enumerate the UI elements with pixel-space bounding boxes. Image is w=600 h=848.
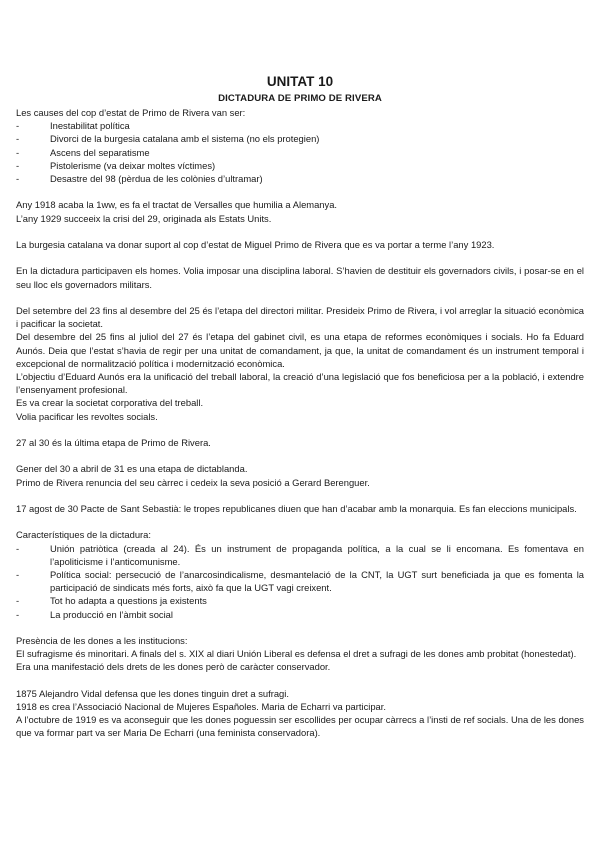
paragraph: 17 agost de 30 Pacte de Sant Sebastià: le tropes republicanes diuen que han d’acabar amb la monarquia. Es fan eleccions municipals. — [16, 502, 577, 514]
paragraph: Any 1918 acaba la 1ww, es fa el tractat de Versalles que humilia a Alemanya. — [16, 199, 338, 211]
paragraph: L’objectiu d’Eduard Aunós era la unificació del treball laboral, la creació d’una legislació que fos beneficiosa per a la població, i extendre l’ensenyament profesional. — [16, 371, 584, 396]
characteristics-intro: Característiques de la dictadura: — [16, 529, 151, 541]
paragraph: 1918 es crea l’Associació Nacional de Mujeres Españoles. Maria de Echarri va participar. — [16, 700, 386, 712]
document-body — [16, 106, 584, 740]
paragraph: Era una manifestació dels drets de les dones però de caràcter conservador. — [16, 661, 331, 673]
document-subtitle: DICTADURA DE PRIMO DE RIVERA — [218, 93, 382, 104]
characteristic-item: - Tot ho adapta a questions ja existents — [16, 594, 584, 607]
paragraph: Gener del 30 a abril de 31 es una etapa de dictablanda. — [16, 463, 248, 475]
paragraph: Volia pacificar les revoltes socials. — [16, 410, 158, 422]
paragraph: Del setembre del 23 fins al desembre del 25 és l’etapa del directori militar. Presideix Primo de Rivera, i vol arreglar la situació econòmica i pacificar la societat. — [16, 304, 584, 330]
paragraph: Primo de Rivera renuncia del seu càrrec i cedeix la seva posició a Gerard Berenguer. — [16, 476, 370, 488]
cause-item: - Divorci de la burgesia catalana amb el sistema (no els protegien) — [16, 132, 584, 145]
section-heading: Presència de les dones a les institucions: — [16, 634, 188, 646]
paragraph: El sufragisme és minoritari. A finals del s. XIX al diari Unión Liberal es defensa el dret a sufragi de les dones amb probitat (honestedat). — [16, 648, 577, 660]
document-title: UNITAT 10 — [266, 74, 334, 89]
causes-intro: Les causes del cop d’estat de Primo de Rivera van ser: — [16, 107, 246, 118]
causes-list — [16, 119, 584, 185]
paragraph: En la dictadura participaven els homes. Volia imposar una disciplina laboral. S’havien de destituir els governadors civils, i posar-se en el seu lloc els governadors militars. — [16, 265, 584, 290]
cause-item: - Inestabilitat política — [16, 119, 584, 132]
paragraph: 27 al 30 és la última etapa de Primo de Rivera. — [16, 437, 211, 448]
paragraph: 1875 Alejandro Vidal defensa que les dones tinguin dret a sufragi. — [16, 687, 289, 699]
cause-item: - Desastre del 98 (pèrdua de les colònies d’ultramar) — [16, 172, 584, 185]
cause-item: - Ascens del separatisme — [16, 146, 584, 159]
characteristics-list — [16, 542, 584, 621]
cause-item: - Pistolerisme (va deixar moltes víctimes) — [16, 159, 584, 172]
paragraph: L’any 1929 succeeix la crisi del 29, originada als Estats Units. — [16, 212, 272, 224]
characteristic-item: - La producció en l’àmbit social — [16, 608, 584, 621]
characteristic-item: - Política social: persecució de l’anarcosindicalisme, desmantelació de la CNT, la UGT surt beneficiada ja que es fomenta la participació de sindicats més forts, això fa que la UGT vagi creixent. — [16, 568, 584, 594]
paragraph: Es va crear la societat corporativa del treball. — [16, 397, 204, 409]
paragraph: La burgesia catalana va donar suport al cop d’estat de Miguel Primo de Rivera que es va portar a terme l’any 1923. — [16, 239, 495, 250]
characteristic-item: - Unión patriòtica (creada al 24). És un instrument de propaganda política, a la cual se li encomana. Es fomentava en l’apoliticisme i l’anticomunisme. — [16, 542, 584, 568]
paragraph: A l’octubre de 1919 es va aconseguir que les dones poguessin ser escollides per ocupar càrrecs a l’insti de ref socials. Una de les dones que va formar part va ser Maria De Echarri (una feminista conservadora). — [16, 714, 584, 739]
paragraph: Del desembre del 25 fins al juliol del 27 és l’etapa del gabinet civil, es una etapa de reformes econòmiques i socials. Ho fa Eduard Aunós. Deia que l’estat s’havia de regir per una unitat de comandament, ja que, la unitat de comandament és un instrument temporal i excepcional de normalització política i modernització econòmica. — [16, 331, 584, 369]
